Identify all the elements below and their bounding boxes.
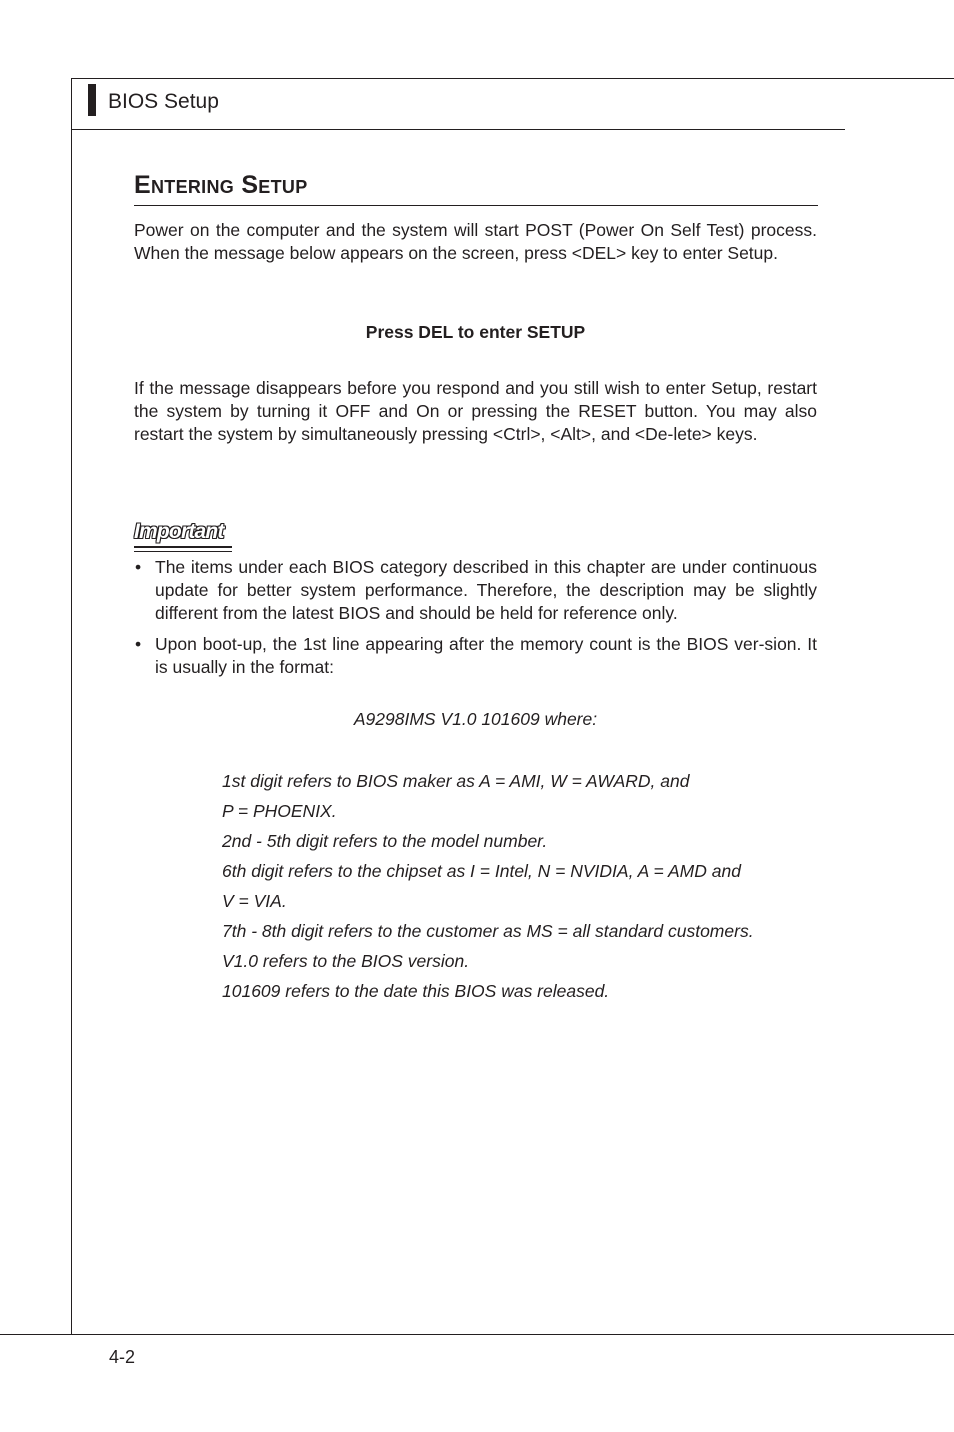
- header-rule: [71, 129, 845, 130]
- list-item: [134, 556, 817, 626]
- footer-rule: [0, 1334, 954, 1335]
- note-text: The items under each BIOS category described in this chapter are under continuous update for better system performance. Therefore, the description may be slightly different from the latest BIOS and should be held for reference only.: [155, 557, 817, 624]
- explanation-line: 2nd - 5th digit refers to the model number.: [222, 831, 548, 851]
- restart-paragraph: If the message disappears before you respond and you still wish to enter Setup, restart the system by turning it OFF and On or pressing the RESET button. You may also restart the system by simultaneously pressing <Ctrl>, <Alt>, and <De-lete> keys.: [134, 378, 817, 445]
- explanation-line: 101609 refers to the date this BIOS was released.: [222, 981, 610, 1001]
- explanation-line: 6th digit refers to the chipset as I = Intel, N = NVIDIA, A = AMD and: [222, 861, 741, 881]
- page-frame-top-rule: [71, 78, 954, 79]
- intro-paragraph: Power on the computer and the system will start POST (Power On Self Test) process. When the message below appears on the screen, press <DEL> key to enter Setup.: [134, 220, 817, 264]
- bullet-icon: •: [135, 557, 142, 577]
- explanation-line: V = VIA.: [222, 891, 287, 911]
- page-number: 4-2: [109, 1347, 136, 1367]
- section-title: Entering Setup: [134, 171, 308, 199]
- bullet-icon: •: [135, 633, 142, 654]
- explanation-line: P = PHOENIX.: [222, 801, 337, 821]
- important-label: Important: [134, 520, 224, 543]
- setup-prompt-message: Press DEL to enter SETUP: [365, 322, 586, 342]
- list-item: [134, 633, 817, 679]
- bios-version-format: A9298IMS V1.0 101609 where:: [353, 709, 598, 729]
- page-frame-left-rule: [71, 78, 72, 1335]
- important-underline-thin: [134, 551, 232, 552]
- note-text: Upon boot-up, the 1st line appearing after the memory count is the BIOS ver-sion. It is usually in the format:: [155, 633, 817, 677]
- section-title-rule: [134, 205, 818, 206]
- header-marker-bar: [88, 84, 96, 116]
- explanation-line: 1st digit refers to BIOS maker as A = AMI, W = AWARD, and: [222, 771, 690, 791]
- important-notes-list: [134, 556, 817, 686]
- running-header-title: BIOS Setup: [108, 90, 219, 113]
- important-underline: [134, 546, 232, 548]
- explanation-line: V1.0 refers to the BIOS version.: [222, 951, 470, 971]
- explanation-line: 7th - 8th digit refers to the customer as MS = all standard customers.: [222, 921, 754, 941]
- version-digit-explanations: [222, 766, 754, 1006]
